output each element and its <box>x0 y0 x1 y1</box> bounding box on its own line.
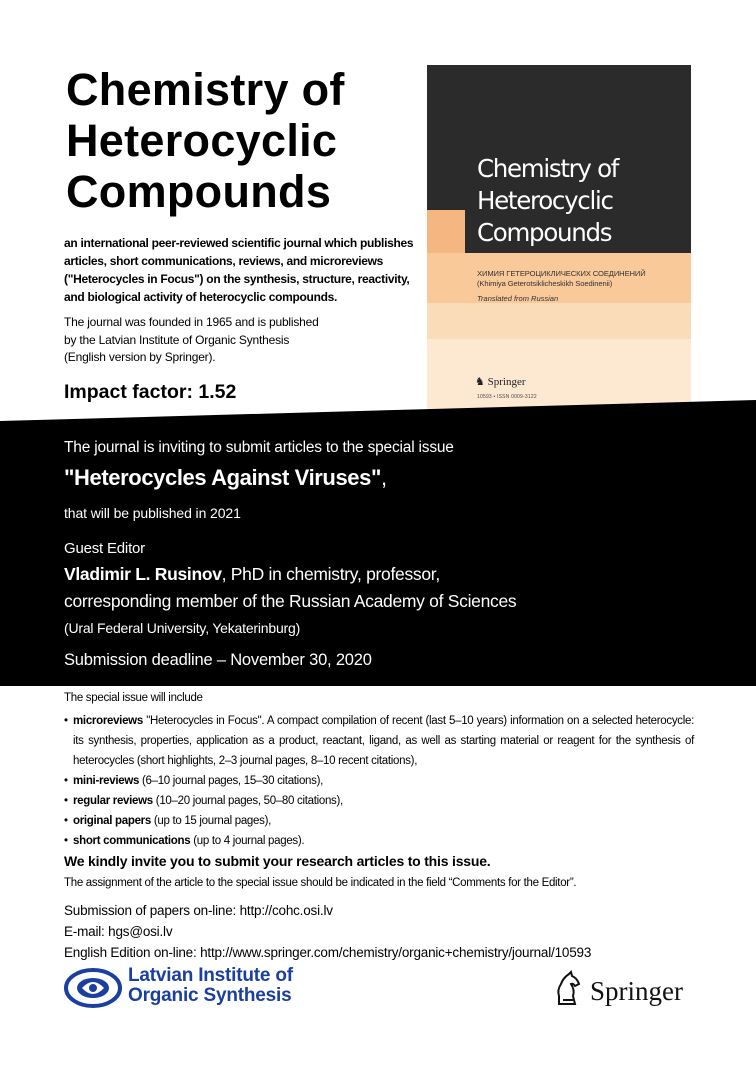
title-line: Compounds <box>66 166 332 217</box>
cover-accent-block <box>427 210 465 253</box>
guest-editor-label: Guest Editor <box>64 540 145 557</box>
title-line: Chemistry of <box>66 64 345 115</box>
editor-title: , PhD in chemistry, professor, <box>221 564 440 584</box>
journal-description: an international peer-reviewed scientific journal which publishes articles, short communications, reviews, and microreviews ("Heterocycles in Focus") on the synthesis, structure, reactivity, and biological activity of heterocyclic compounds. <box>64 236 414 304</box>
special-issue-name: "Heterocycles Against Viruses" <box>64 465 382 490</box>
list-item <box>64 711 694 771</box>
impact-factor: Impact factor: 1.52 <box>64 381 237 403</box>
special-issue-title <box>64 463 387 493</box>
list-item-term: original papers <box>73 815 151 827</box>
editor-membership: corresponding member of the Russian Academy of Sciences <box>64 591 517 611</box>
title-line: Heterocyclic <box>66 115 338 166</box>
cover-issn: 10593 • ISSN 0009-3122 <box>477 394 537 400</box>
publication-year: that will be published in 2021 <box>64 505 241 521</box>
editor-affiliation: (Ural Federal University, Yekaterinburg) <box>64 620 301 636</box>
list-item-term: short communications <box>73 835 191 847</box>
lios-logo-icon <box>64 968 122 1008</box>
contact-info <box>64 900 591 963</box>
cover-title-line: Chemistry of <box>477 154 619 183</box>
founded-line: by the Latvian Institute of Organic Synthesis <box>64 332 290 347</box>
email-link[interactable]: E-mail: hgs@osi.lv <box>64 924 173 939</box>
cover-title <box>477 153 687 249</box>
assignment-note: The assignment of the article to the special issue should be indicated in the field “Comments for the Editor”. <box>64 877 577 889</box>
cover-title-line: Compounds <box>477 218 612 247</box>
journal-cover-image <box>427 65 691 419</box>
cover-russian-title <box>477 269 646 289</box>
list-item <box>64 811 694 831</box>
springer-knight-icon: ♞ <box>475 376 485 388</box>
cover-russian-line: ХИМИЯ ГЕТЕРОЦИКЛИЧЕСКИХ СОЕДИНЕНИЙ <box>477 269 646 278</box>
invitation-call: We kindly invite you to submit your research articles to this issue. <box>64 853 491 869</box>
list-item-text: (6–10 journal pages, 15–30 citations), <box>139 775 324 787</box>
list-item-term: regular reviews <box>73 795 153 807</box>
list-item-term: microreviews <box>73 715 143 727</box>
list-item-text: (up to 4 journal pages). <box>190 835 305 847</box>
list-item-text: "Heterocycles in Focus". A compact compilation of recent (last 5–10 years) information on a selected heterocycle: its synthesis, properties, application as a product, reactant, ligand, as well as starting material or reagent for the synthesis of heterocycles (short highlights, 2–3 journal pages, 8–10 recent citations), <box>73 715 694 767</box>
invitation-intro: The journal is inviting to submit articles to the special issue <box>64 439 454 456</box>
english-edition-link[interactable]: English Edition on-line: http://www.springer.com/chemistry/organic+chemistry/journal/10593 <box>64 945 592 960</box>
list-item <box>64 831 694 851</box>
lios-name-line: Latvian Institute of <box>128 965 293 986</box>
springer-horse-icon <box>553 970 583 1006</box>
special-issue-comma: , <box>381 465 387 490</box>
cover-russian-line: (Khimiya Geterotsiklicheskikh Soedinenii) <box>477 279 613 288</box>
cover-publisher <box>475 375 526 388</box>
list-item-text: (10–20 journal pages, 50–80 citations), <box>152 795 343 807</box>
article-types-list <box>64 711 694 851</box>
springer-logo-text: Springer <box>590 976 683 1006</box>
guest-editor <box>64 561 440 587</box>
founded-line: (English version by Springer). <box>64 350 216 364</box>
includes-intro: The special issue will include <box>64 692 203 704</box>
founded-line: The journal was founded in 1965 and is published <box>64 315 319 329</box>
list-item-text: (up to 15 journal pages), <box>150 815 271 827</box>
list-item-term: mini-reviews <box>73 775 140 787</box>
lios-name <box>128 966 293 1006</box>
submission-link[interactable]: Submission of papers on-line: http://cohc.osi.lv <box>64 903 333 918</box>
editor-name: Vladimir L. Rusinov <box>64 564 222 584</box>
lios-name-line: Organic Synthesis <box>128 985 292 1006</box>
cover-translated-note: Translated from Russian <box>477 294 559 303</box>
list-item <box>64 771 694 791</box>
cover-title-line: Heterocyclic <box>477 186 613 215</box>
journal-title <box>66 64 426 217</box>
cover-publisher-name: Springer <box>487 376 526 388</box>
cover-band <box>427 303 691 339</box>
submission-deadline: Submission deadline – November 30, 2020 <box>64 651 372 669</box>
founded-note <box>64 314 384 367</box>
list-item <box>64 791 694 811</box>
